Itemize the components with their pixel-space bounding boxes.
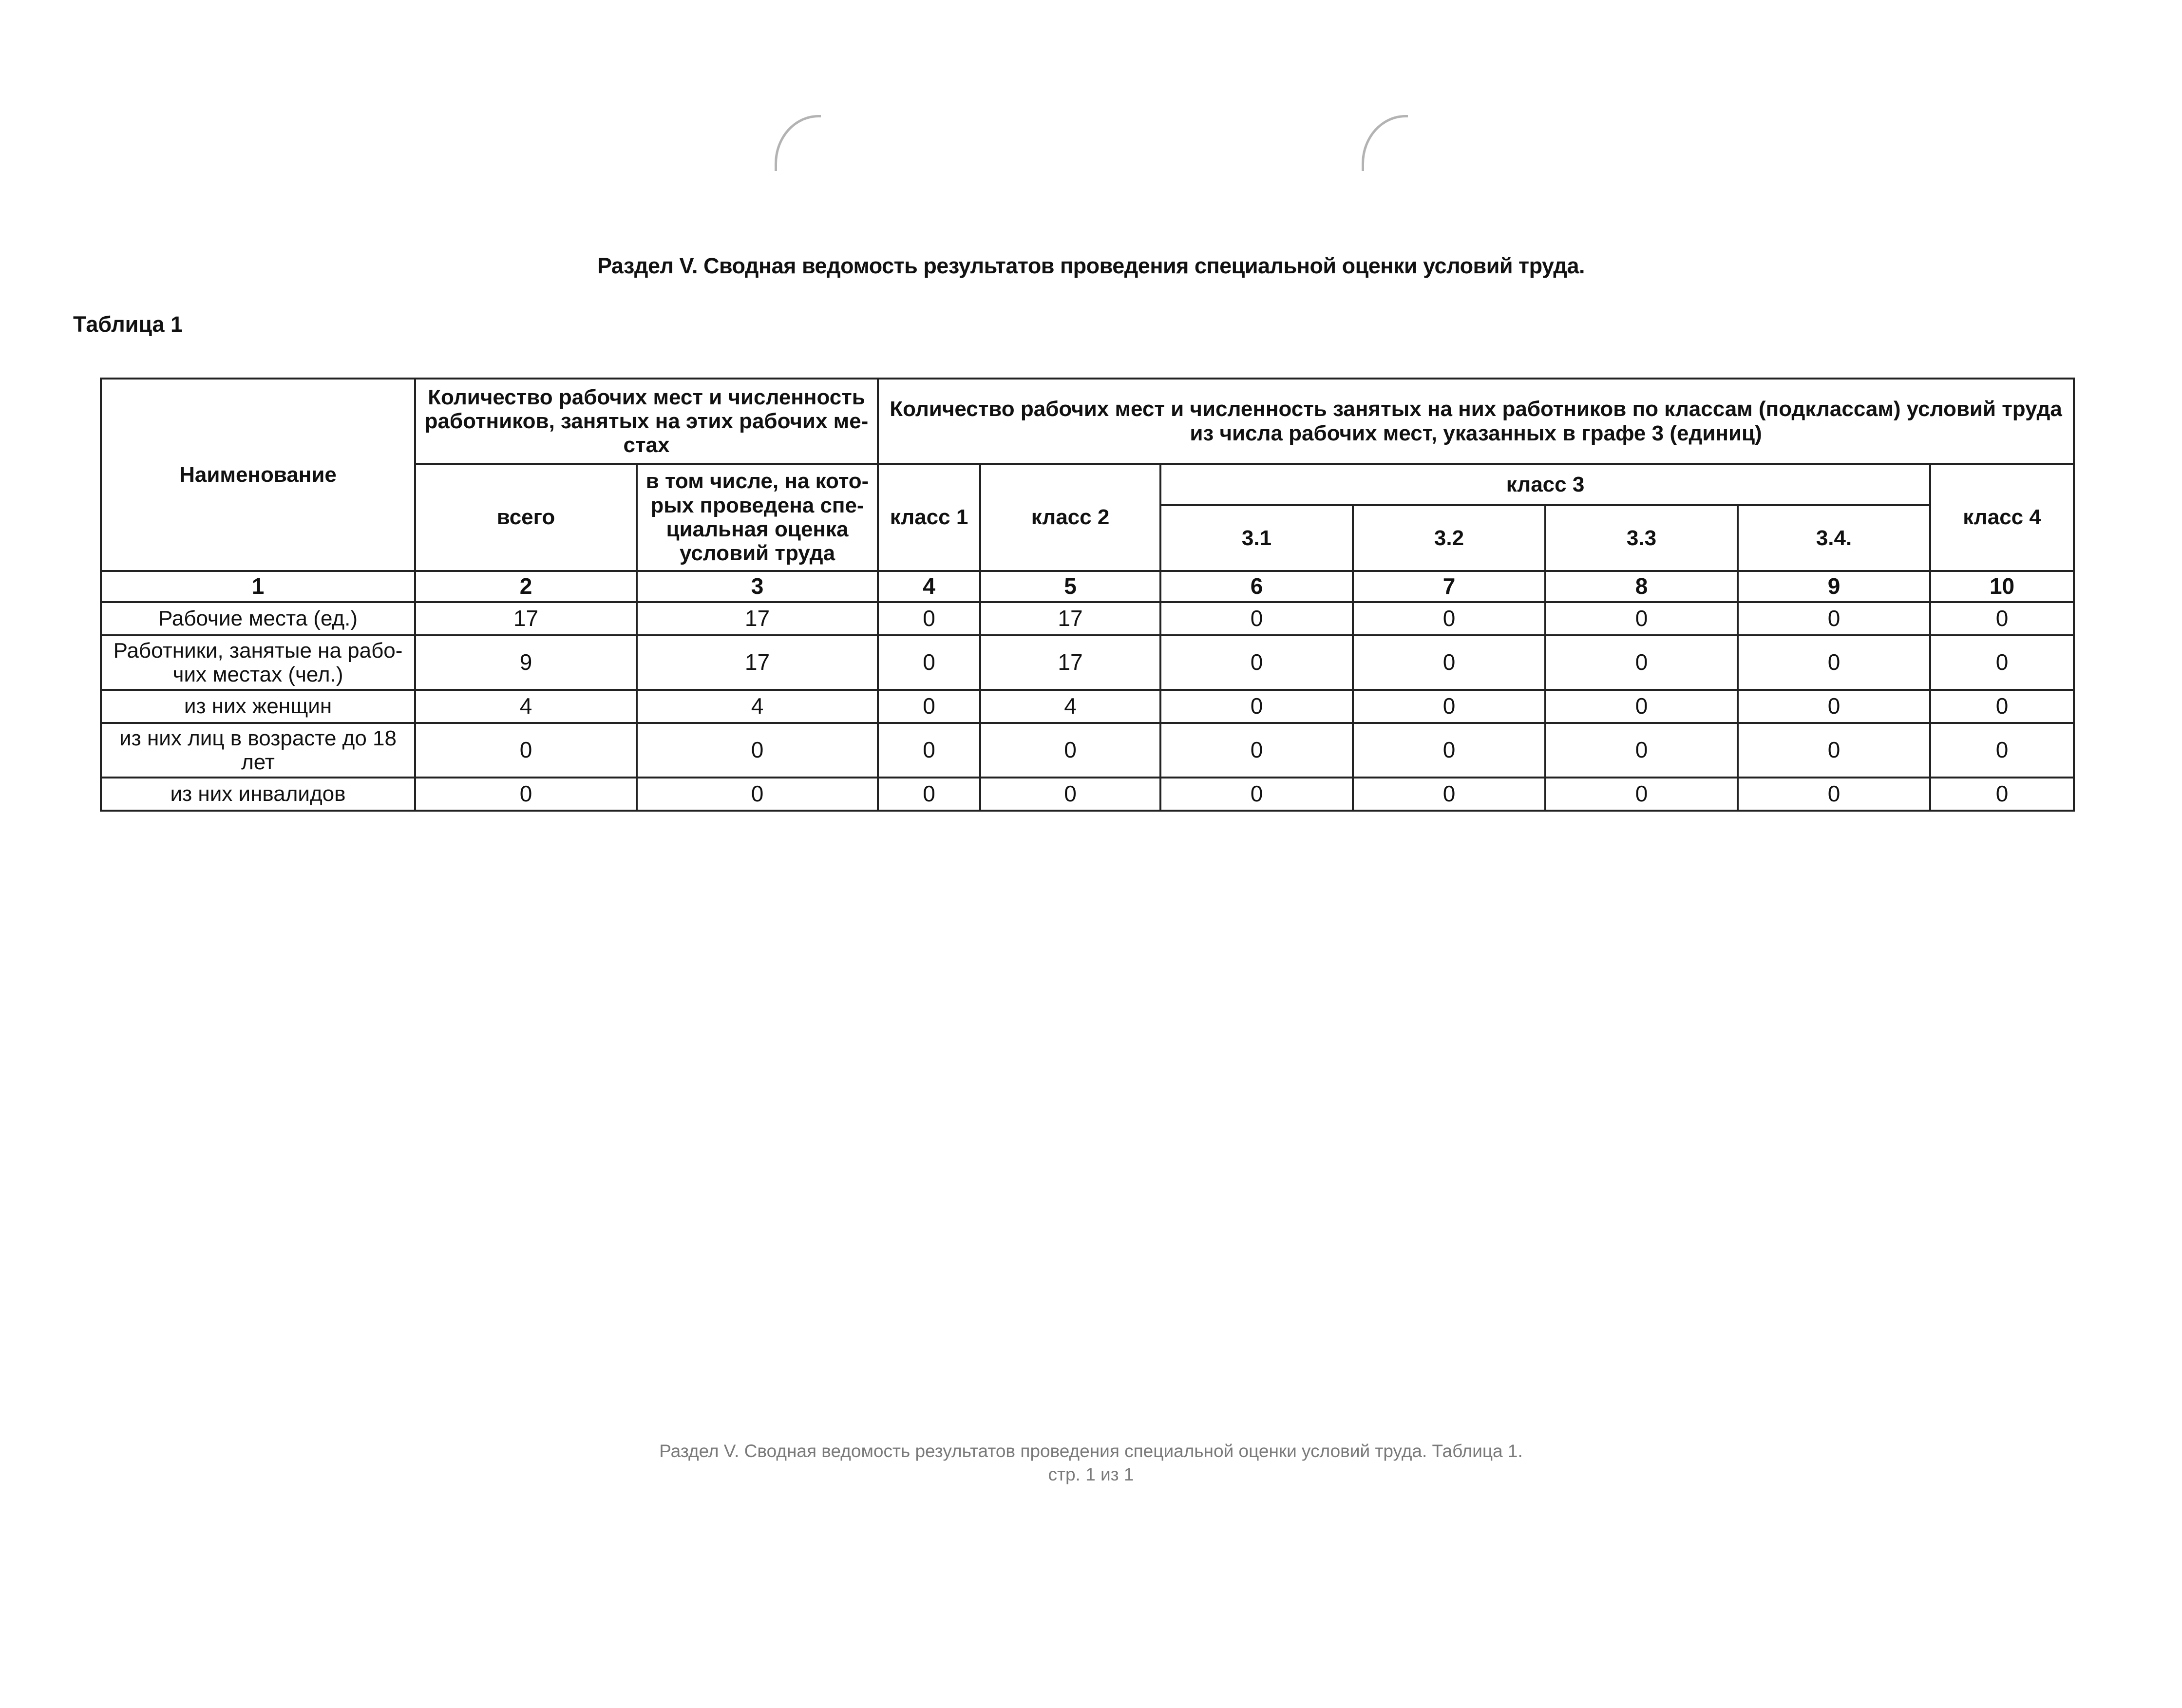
table-label: Таблица 1 — [73, 312, 183, 337]
table-cell: 0 — [637, 723, 878, 778]
footer-caption: Раздел V. Сводная ведомость результатов проведения специальной оценки условий труда. Таблица 1. — [659, 1441, 1523, 1461]
column-number: 5 — [980, 571, 1160, 602]
table-cell: 0 — [878, 690, 980, 723]
table-cell: 0 — [1738, 635, 1930, 690]
table-cell: 0 — [1160, 723, 1353, 778]
header-subclass-3-1: 3.1 — [1160, 505, 1353, 571]
table-cell: 0 — [1930, 602, 2074, 635]
column-number: 1 — [101, 571, 415, 602]
header-class-2: класс 2 — [980, 464, 1160, 571]
table-cell: 9 — [415, 635, 637, 690]
table-cell: 0 — [878, 778, 980, 811]
header-class-3: класс 3 — [1160, 464, 1930, 505]
table-cell: 0 — [878, 602, 980, 635]
header-subclass-3-4: 3.4. — [1738, 505, 1930, 571]
table-cell: 17 — [637, 635, 878, 690]
row-label: Рабочие места (ед.) — [101, 602, 415, 635]
table-cell: 0 — [1545, 690, 1738, 723]
table-cell: 0 — [1545, 635, 1738, 690]
punch-hole-mark — [775, 115, 821, 171]
table-cell: 17 — [980, 602, 1160, 635]
header-subclass-3-2: 3.2 — [1353, 505, 1545, 571]
table-cell: 0 — [980, 778, 1160, 811]
row-label: из них лиц в возрасте до 18 лет — [101, 723, 415, 778]
header-assessed: в том числе, на кото-рых проведена спе-циальная оценка условий труда — [637, 464, 878, 571]
table-row — [101, 723, 2074, 778]
header-class-4: класс 4 — [1930, 464, 2074, 571]
table-cell: 0 — [980, 723, 1160, 778]
table-cell: 0 — [878, 723, 980, 778]
table-row — [101, 690, 2074, 723]
table-cell: 0 — [1160, 602, 1353, 635]
column-number: 7 — [1353, 571, 1545, 602]
table-cell: 0 — [1930, 723, 2074, 778]
table-cell: 4 — [980, 690, 1160, 723]
table-cell: 0 — [1545, 723, 1738, 778]
row-label: из них инвалидов — [101, 778, 415, 811]
table-cell: 0 — [415, 723, 637, 778]
row-label: из них женщин — [101, 690, 415, 723]
row-label: Работники, занятые на рабо-чих местах (чел.) — [101, 635, 415, 690]
table-cell: 0 — [1353, 635, 1545, 690]
table-cell: 0 — [1738, 723, 1930, 778]
table-cell: 17 — [415, 602, 637, 635]
punch-hole-mark — [1362, 115, 1408, 171]
table-row — [101, 778, 2074, 811]
header-class-1: класс 1 — [878, 464, 980, 571]
table-cell: 0 — [878, 635, 980, 690]
table-cell: 0 — [1353, 602, 1545, 635]
table-cell: 0 — [1545, 778, 1738, 811]
table-cell: 0 — [1738, 602, 1930, 635]
table-cell: 0 — [1930, 635, 2074, 690]
table-cell: 0 — [1930, 778, 2074, 811]
column-number: 6 — [1160, 571, 1353, 602]
header-workplaces-group: Количество рабочих мест и численность работников, занятых на этих рабочих ме-стах — [415, 379, 878, 464]
column-number: 8 — [1545, 571, 1738, 602]
table-cell: 0 — [637, 778, 878, 811]
table-row — [101, 635, 2074, 690]
header-classes-group: Количество рабочих мест и численность занятых на них работников по классам (подклассам) условий труда из числа рабочих мест, указанных в графе 3 (единиц) — [878, 379, 2074, 464]
summary-table — [100, 378, 2075, 812]
table-cell: 0 — [1160, 778, 1353, 811]
page-number: стр. 1 из 1 — [1048, 1464, 1134, 1485]
table-cell: 0 — [415, 778, 637, 811]
column-number: 3 — [637, 571, 878, 602]
table-cell: 0 — [1353, 778, 1545, 811]
column-number: 4 — [878, 571, 980, 602]
table-cell: 4 — [415, 690, 637, 723]
column-number: 10 — [1930, 571, 2074, 602]
table-cell: 0 — [1160, 635, 1353, 690]
table-cell: 0 — [1160, 690, 1353, 723]
header-total: всего — [415, 464, 637, 571]
table-cell: 0 — [1738, 690, 1930, 723]
table-cell: 0 — [1353, 690, 1545, 723]
column-number: 2 — [415, 571, 637, 602]
table-cell: 0 — [1930, 690, 2074, 723]
table-cell: 0 — [1738, 778, 1930, 811]
table-cell: 0 — [1545, 602, 1738, 635]
header-subclass-3-3: 3.3 — [1545, 505, 1738, 571]
table-cell: 17 — [980, 635, 1160, 690]
column-number: 9 — [1738, 571, 1930, 602]
table-cell: 17 — [637, 602, 878, 635]
table-cell: 4 — [637, 690, 878, 723]
table-row — [101, 602, 2074, 635]
page-title: Раздел V. Сводная ведомость результатов проведения специальной оценки условий труда. — [597, 253, 1585, 278]
table-cell: 0 — [1353, 723, 1545, 778]
page-footer — [0, 1440, 2182, 1486]
header-name: Наименование — [101, 379, 415, 571]
